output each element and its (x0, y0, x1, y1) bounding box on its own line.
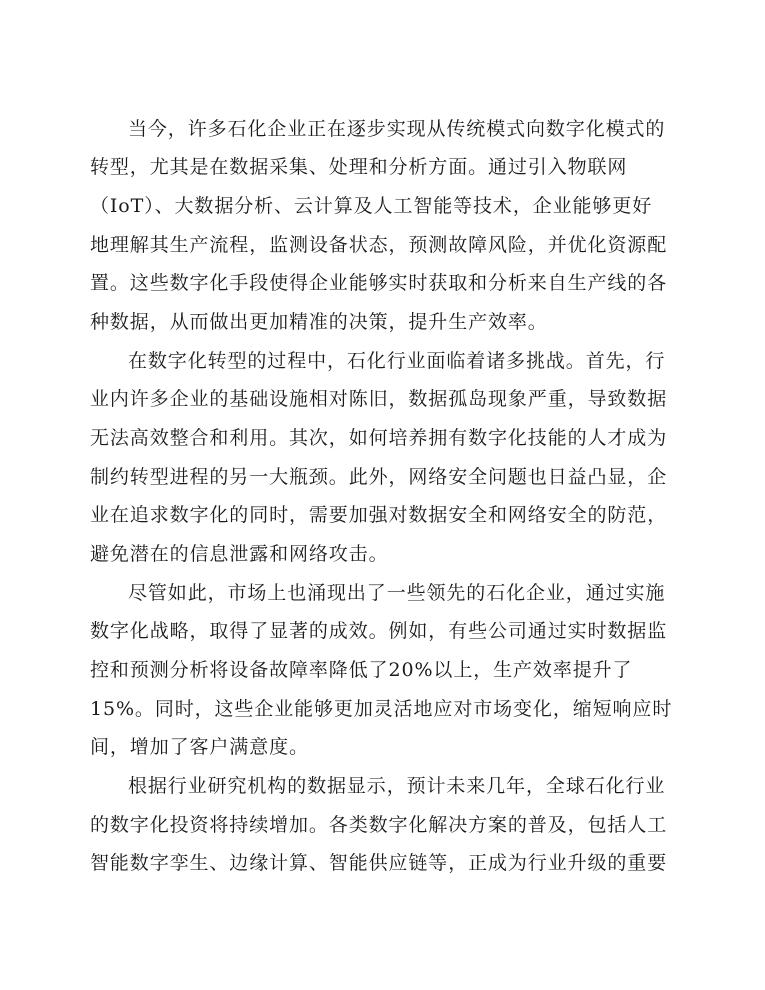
paragraph-1-line-2: 转型，尤其是在数据采集、处理和分析方面。通过引入物联网 (90, 156, 628, 178)
paragraph-3-line-1: 尽管如此，市场上也涌现出了一些领先的石化企业，通过实施 (128, 582, 666, 604)
paragraph-1-line-1: 当今，许多石化企业正在逐步实现从传统模式向数字化模式的 (128, 118, 666, 140)
paragraph-3-line-3: 控和预测分析将设备故障率降低了20%以上，生产效率提升了 (90, 659, 633, 681)
paragraph-3-line-4: 15%。同时，这些企业能够更加灵活地应对市场变化，缩短响应时 (90, 698, 673, 720)
paragraph-2-line-1: 在数字化转型的过程中，石化行业面临着诸多挑战。首先，行 (128, 350, 666, 372)
paragraph-1-line-3: （IoT）、大数据分析、云计算及人工智能等技术，企业能够更好 (90, 195, 653, 217)
paragraph-3-line-2: 数字化战略，取得了显著的成效。例如，有些公司通过实时数据监 (90, 620, 668, 642)
paragraph-2-line-3: 无法高效整合和利用。其次，如何培养拥有数字化技能的人才成为 (90, 427, 668, 449)
paragraph-1-line-6: 种数据，从而做出更加精准的决策，提升生产效率。 (90, 311, 548, 333)
paragraph-2-line-5: 业在追求数字化的同时，需要加强对数据安全和网络安全的防范， (90, 504, 668, 526)
paragraph-4-line-2: 的数字化投资将持续增加。各类数字化解决方案的普及，包括人工 (90, 814, 668, 836)
paragraph-4-line-3: 智能数字孪生、边缘计算、智能供应链等，正成为行业升级的重要 (90, 852, 668, 874)
paragraph-3-line-5: 间，增加了客户满意度。 (90, 736, 309, 758)
paragraph-2-line-2: 业内许多企业的基础设施相对陈旧，数据孤岛现象严重，导致数据 (90, 388, 668, 410)
paragraph-2-line-4: 制约转型进程的另一大瓶颈。此外，网络安全问题也日益凸显，企 (90, 466, 668, 488)
paragraph-4-line-1: 根据行业研究机构的数据显示，预计未来几年，全球石化行业 (128, 775, 666, 797)
paragraph-1-line-4: 地理解其生产流程，监测设备状态，预测故障风险，并优化资源配 (90, 234, 668, 256)
paragraph-1-line-5: 置。这些数字化手段使得企业能够实时获取和分析来自生产线的各 (90, 272, 668, 294)
paragraph-2-line-6: 避免潜在的信息泄露和网络攻击。 (90, 543, 389, 565)
